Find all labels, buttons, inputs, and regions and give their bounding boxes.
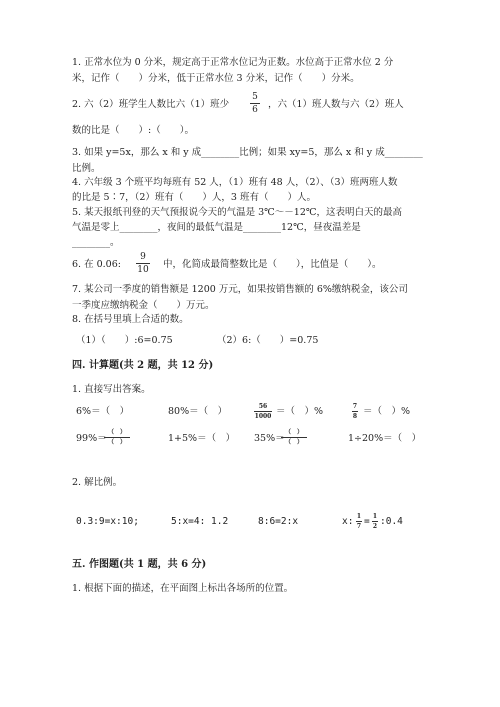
calc-35-percent-pre: 35%＝ (254, 433, 285, 444)
q7-line1: 7. 某公司一季度的销售额是 1200 万元，如果按销售额的 6%缴纳税金，该公司 (72, 284, 408, 295)
fraction-denominator: 7 (356, 523, 362, 530)
fraction-denominator: （ ） (107, 439, 126, 446)
q2-line1-part2: ，六（1）班人数与六（2）班人 (268, 99, 404, 110)
q5-line1: 5. 某天报纸刊登的天气预报说今天的气温是 3℃～－12℃，这表明白天的最高 (72, 207, 402, 218)
ratio-equation-4-fraction-2 (372, 513, 378, 530)
section4-title: 四. 计算题(共 2 题，共 12 分) (72, 360, 214, 371)
calc-6-percent: 6%＝（ ） (76, 406, 130, 417)
q6-fraction-denominator: 10 (137, 265, 149, 275)
fraction-denominator: 1000 (254, 413, 272, 420)
fraction-denominator: （ ） (284, 439, 303, 446)
q4-line2: 的比是 5∶7，（2）班有（ ）人，3 班有（ ）人。 (72, 192, 316, 203)
q2-fraction-numerator: 5 (252, 92, 258, 102)
q1-line2: 米，记作（ ）分米，低于正常水位 3 分米，记作（ ）分米。 (72, 73, 360, 84)
calc-7-over-8-rest: ＝（ ）% (363, 406, 411, 417)
calc-35-percent-fraction (281, 429, 307, 446)
section5-title: 五. 作图题(共 1 题，共 6 分) (72, 559, 207, 570)
fraction-denominator: 2 (372, 523, 378, 530)
q3-line1: 3. 如果 y=5x，那么 x 和 y 成________比例；如果 xy=5，那么 x 和 y 成________ (72, 147, 423, 158)
q2-line1-part1: 2. 六（2）班学生人数比六（1）班少 (72, 99, 230, 110)
q2-line2: 数的比是（ ）:（ ）。 (72, 125, 194, 136)
calc-99-percent-fraction (104, 429, 130, 446)
calc-7-over-8-fraction (352, 403, 358, 420)
fraction-numerator: （ ） (284, 429, 303, 436)
fraction-numerator: 1 (356, 513, 362, 520)
ratio-equation-4-mid: = (364, 516, 370, 527)
fraction-numerator: 1 (372, 513, 378, 520)
q6-part2: 中，化简成最简整数比是（ ），比值是（ ）。 (163, 259, 382, 270)
q1-line1: 1. 正常水位为 0 分米，规定高于正常水位记为正数。水位高于正常水位 2 分 (72, 57, 394, 68)
ratio-equation-1: 0.3:9=x:10; (76, 516, 139, 527)
q4-line1: 4. 六年级 3 个班平均每班有 52 人，（1）班有 48 人，（2）、（3）班两班人数 (72, 177, 398, 188)
q8-item2: （2）6:（ ）=0.75 (217, 335, 319, 346)
section4-sub2: 2. 解比例。 (72, 477, 123, 488)
calc-99-percent-pre: 99%＝ (76, 433, 107, 444)
q2-fraction (250, 92, 260, 115)
ratio-equation-4-pre: x: (342, 516, 354, 527)
calc-1-div-20-percent: 1÷20%＝（ ） (348, 433, 422, 444)
section5-sub1: 1. 根据下面的描述，在平面图上标出各场所的位置。 (72, 583, 294, 594)
fraction-numerator: 56 (258, 403, 268, 410)
q6-fraction-numerator: 9 (140, 252, 146, 262)
calc-80-percent: 80%＝（ ） (168, 406, 228, 417)
fraction-numerator: （ ） (107, 429, 126, 436)
section4-sub1: 1. 直接写出答案。 (72, 384, 151, 395)
q7-line2: 一季度应缴纳税金（ ）万元。 (72, 300, 215, 311)
q6-part1: 6. 在 0.06: (72, 259, 121, 270)
q8-line1: 8. 在括号里填上合适的数。 (72, 314, 189, 325)
calc-56-over-1000-rest: ＝（ ）% (276, 406, 324, 417)
q5-line2: 气温是零上________，夜间的最低气温是________12℃，昼夜温差是 (72, 222, 361, 233)
q5-line3: ________。 (72, 237, 120, 248)
q3-line2: 比例。 (72, 163, 101, 174)
fraction-denominator: 8 (352, 413, 358, 420)
ratio-equation-2: 5:x=4: 1.2 (171, 516, 229, 527)
fraction-numerator: 7 (352, 403, 358, 410)
q2-fraction-denominator: 6 (252, 105, 258, 115)
q6-fraction (136, 252, 150, 275)
q8-item1: （1）（ ）:6=0.75 (76, 335, 173, 346)
calc-56-over-1000-fraction (254, 403, 272, 420)
ratio-equation-4-fraction-1 (356, 513, 362, 530)
ratio-equation-3: 8:6=2:x (258, 516, 299, 527)
calc-1-plus-5-percent: 1+5%＝（ ） (168, 433, 236, 444)
ratio-equation-4-post: :0.4 (380, 516, 403, 527)
